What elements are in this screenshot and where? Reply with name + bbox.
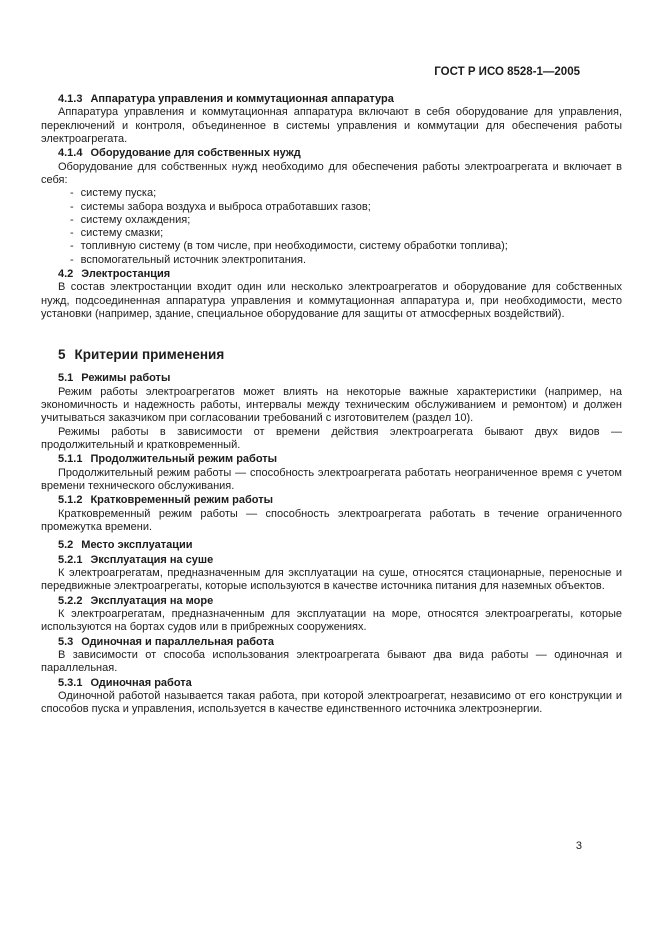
dash-marker: -	[70, 227, 74, 240]
heading-title: Эксплуатация на суше	[90, 553, 214, 566]
paragraph: Режим работы электроагрегатов может влиять на некоторые важные характеристики (например, на экономичность и надежность работы, интервалы между техническим обслуживанием и ремонтом) и должен учитываться заказчиком при согласовании требований с изготовителем (раздел 10).	[41, 385, 622, 425]
dash-marker: -	[70, 200, 74, 213]
heading-title: Одиночная работа	[90, 676, 192, 689]
heading-number: 5.1.1	[58, 453, 83, 466]
dash-marker: -	[70, 213, 74, 226]
heading-title: Оборудование для собственных нужд	[90, 147, 301, 160]
dash-marker: -	[70, 187, 74, 200]
heading-5	[41, 347, 622, 363]
heading-number: 5.1	[58, 372, 74, 385]
heading-5-3-1	[41, 677, 622, 690]
heading-number: 5.2	[58, 539, 74, 552]
paragraph: В состав электростанции входит один или несколько электроагрегатов и оборудование для собственных нужд, подсоединенная аппаратура управления и коммутационная аппаратура и, при необходимости, место установки (например, здание, специальное оборудование для защиты от атмосферных воздействий).	[41, 281, 622, 321]
page-body	[41, 92, 622, 717]
paragraph: Аппаратура управления и коммутационная аппаратура включают в себя оборудование для управления, переключений и контроля, объединенное в системы управления и коммутации для обеспечения работы электроагрегата.	[41, 106, 622, 145]
list-item	[41, 201, 622, 214]
heading-number: 5.2.2	[58, 594, 83, 607]
paragraph: Кратковременный режим работы — способность электроагрегата работать в течение ограниченного промежутка времени.	[41, 507, 622, 533]
heading-title: Эксплуатация на море	[90, 594, 214, 607]
heading-number: 5	[58, 347, 66, 363]
heading-title: Критерии применения	[74, 347, 225, 363]
heading-number: 4.2	[58, 268, 74, 281]
paragraph: В зависимости от способа использования электроагрегата бывают два вида работы — одиночная и параллельная.	[41, 649, 622, 675]
list-item-text: вспомогательный источник электропитания.	[80, 253, 307, 266]
heading-title: Аппаратура управления и коммутационная аппаратура	[90, 93, 394, 105]
heading-5-1-1	[41, 453, 622, 466]
paragraph: Режимы работы в зависимости от времени действия электроагрегата бывают двух видов — продолжительный и кратковременный.	[41, 425, 622, 451]
heading-5-3	[41, 636, 622, 649]
paragraph: Одиночной работой называется такая работа, при которой электроагрегат, независимо от его конструкции и способов пуска и управления, используется в качестве единственного источника электроэнергии.	[41, 690, 622, 716]
heading-number: 5.3	[58, 635, 74, 648]
list-item-text: топливную систему (в том числе, при необходимости, систему обработки топлива);	[80, 240, 508, 253]
heading-title: Кратковременный режим работы	[90, 494, 273, 507]
heading-5-1	[41, 372, 622, 385]
heading-title: Режимы работы	[81, 372, 171, 385]
dash-marker: -	[70, 253, 74, 266]
list-item	[41, 227, 622, 240]
dash-marker: -	[70, 240, 74, 253]
heading-5-2	[41, 539, 622, 552]
heading-4-1-4	[41, 147, 622, 160]
heading-number: 4.1.3	[58, 93, 83, 105]
paragraph: К электроагрегатам, предназначенным для эксплуатации на море, относятся электроагрегаты, которые используются на бортах судов или в прибрежных сооружениях.	[41, 608, 622, 634]
list-item-text: систему смазки;	[80, 227, 164, 240]
paragraph: Оборудование для собственных нужд необходимо для обеспечения работы электроагрегата и включает в себя:	[41, 160, 622, 186]
heading-4-1-3	[41, 93, 622, 106]
list-item-text: систему пуска;	[80, 187, 157, 200]
heading-title: Место эксплуатации	[81, 539, 193, 552]
heading-number: 4.1.4	[58, 147, 83, 160]
heading-5-2-1	[41, 554, 622, 567]
heading-number: 5.1.2	[58, 494, 83, 507]
heading-title: Одиночная и параллельная работа	[81, 635, 274, 648]
heading-5-2-2	[41, 595, 622, 608]
heading-title: Электростанция	[81, 268, 171, 281]
heading-5-1-2	[41, 494, 622, 507]
heading-title: Продолжительный режим работы	[90, 453, 278, 466]
heading-4-2	[41, 268, 622, 281]
list-item	[41, 187, 622, 200]
list-item	[41, 214, 622, 227]
list-item	[41, 240, 622, 253]
list-item-text: системы забора воздуха и выброса отработавших газов;	[80, 200, 371, 213]
paragraph: К электроагрегатам, предназначенным для эксплуатации на суше, относятся стационарные, переносные и передвижные электроагрегаты, которые используются в качестве источника питания для наземных объектов.	[41, 567, 622, 593]
page-number: 3	[575, 840, 582, 852]
heading-number: 5.3.1	[58, 676, 83, 689]
list-item-text: систему охлаждения;	[80, 213, 191, 226]
heading-number: 5.2.1	[58, 553, 83, 566]
document-code-header: ГОСТ Р ИСО 8528-1—2005	[434, 66, 580, 78]
paragraph: Продолжительный режим работы — способность электроагрегата работать неограниченное время с учетом времени технического обслуживания.	[41, 466, 622, 492]
list-item	[41, 254, 622, 267]
